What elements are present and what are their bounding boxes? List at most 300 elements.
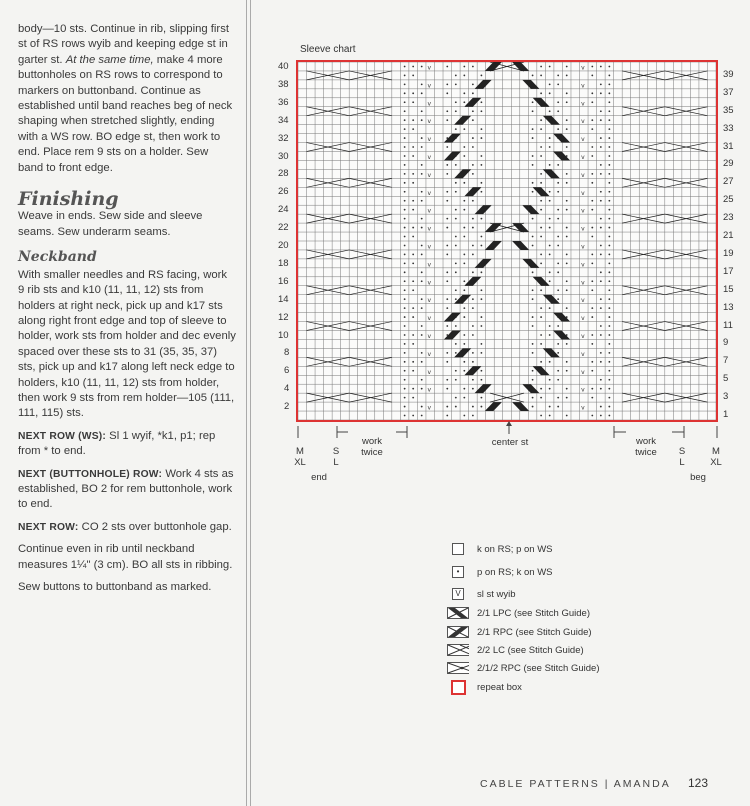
chart-mark [540,415,542,417]
chart-mark [540,146,542,148]
chart-mark: v [427,297,432,305]
row-number-right: 15 [723,283,734,295]
chart-mark [463,101,465,103]
chart-mark [532,128,534,130]
chart-mark [455,209,457,211]
chart-mark [540,254,542,256]
chart-mark [608,316,610,318]
chart-mark [446,254,448,256]
chart-mark [412,66,414,68]
chart-mark [472,137,474,139]
chart-mark [591,388,593,390]
chart-mark [421,406,423,408]
chart-mark [412,254,414,256]
chart-mark [557,397,559,399]
page-footer: CABLE PATTERNS | AMANDA [480,778,671,790]
chart-mark: v [427,386,432,394]
chart-mark [600,200,602,202]
chart-mark [540,388,542,390]
chart-mark [512,62,529,71]
chart-mark [404,397,406,399]
intro-paragraph [18,22,236,176]
chart-mark [566,227,568,229]
chart-mark [404,325,406,327]
chart-mark [557,191,559,193]
chart-mark [512,402,529,411]
legend-rpc212 [447,660,600,676]
chart-mark [566,370,568,372]
chart-mark [608,83,610,85]
chart-mark [532,298,534,300]
chart-mark [472,325,474,327]
row-number-left: 36 [278,96,289,108]
chart-mark [404,379,406,381]
row-number-left: 12 [278,311,289,323]
row-number-right: 33 [723,122,734,134]
chart-mark: v [427,279,432,287]
chart-mark [421,334,423,336]
legend-repeat-text: repeat box [477,681,522,693]
chart-mark [421,245,423,247]
legend-lc-text: 2/2 LC (see Stitch Guide) [477,644,584,656]
chart-mark [412,92,414,94]
row-number-left: 18 [278,257,289,269]
chart-mark [472,164,474,166]
chart-mark [481,75,483,77]
chart-mark [600,83,602,85]
row-number-left: 8 [284,347,290,359]
next-row [18,520,236,535]
chart-mark [608,101,610,103]
chart-mark [485,223,502,232]
chart-mark [446,271,448,273]
chart-mark [463,262,465,264]
chart-mark [532,164,534,166]
chart-mark [412,316,414,318]
chart-mark [557,352,559,354]
chart-mark [404,83,406,85]
chart-mark [549,110,551,112]
chart-mark [608,370,610,372]
row-number-right: 25 [723,194,734,206]
chart-mark [455,245,457,247]
intro-text: body—10 sts. Continue in rib, slipping first st of RS rows wyib and keeping edge st in garter st. [18,23,229,66]
chart-mark: v [427,64,432,72]
chart-mark [455,397,457,399]
chart-mark [412,146,414,148]
chart-mark [540,361,542,363]
chart-mark [608,218,610,220]
chart-mark [540,334,542,336]
buttonhole-label: NEXT (BUTTONHOLE) ROW: [18,468,163,480]
chart-mark: v [581,136,585,144]
chart-mark [566,397,568,399]
chart-mark [566,66,568,68]
row-number-left: 38 [278,78,289,90]
chart-mark [404,101,406,103]
legend-lc [447,642,584,658]
chart-mark [532,137,534,139]
sew-buttons-text: Sew buttons to buttonband as marked. [18,581,212,593]
chart-mark [446,352,448,354]
chart-mark [412,119,414,121]
chart-mark [446,200,448,202]
chart-mark [444,313,461,322]
chart-mark [608,298,610,300]
chart-mark [472,352,474,354]
chart-mark [481,164,483,166]
chart-mark [608,388,610,390]
legend-purl-text: p on RS; k on WS [477,566,553,578]
chart-mark [532,236,534,238]
chart-mark [404,119,406,121]
row-number-left: 26 [278,186,289,198]
chart-mark [566,415,568,417]
chart-mark [412,75,414,77]
chart-mark [446,83,448,85]
chart-mark [404,352,406,354]
chart-mark [591,119,593,121]
repeat-box-icon [447,681,469,694]
center-st-label: center st [491,437,529,448]
chart-mark [463,388,465,390]
chart-mark [540,182,542,184]
chart-mark [404,415,406,417]
chart-mark [532,101,534,103]
chart-mark [557,245,559,247]
chart-mark [455,379,457,381]
chart-mark [557,343,559,345]
chart-mark [600,137,602,139]
chart-mark [608,75,610,77]
chart-mark [481,343,483,345]
row-number-right: 1 [723,409,729,421]
chart-mark [591,262,593,264]
chart-mark [472,271,474,273]
chart-mark [566,388,568,390]
neckband-text: With smaller needles and RS facing, work 9 rib sts and k10 (11, 11, 12) sts from holders at right neck, pick up and k17 sts along right front edge and top of sleeve to holder, work sts from holder and dec evenly spaced over these sts to 31 (35, 35, 37) sts, pick up and k17 along left neck edge to holders, k10 (11, 11, 12) sts from holder, then work 9 sts from rem holder—105 (111, 111, 115) sts. [18,268,236,420]
chart-mark [404,343,406,345]
chart-mark [532,191,534,193]
chart-mark [485,241,502,250]
chart-mark [481,137,483,139]
chart-mark [608,92,610,94]
chart-mark: v [581,332,585,340]
chart-mark [481,182,483,184]
chart-mark [481,101,483,103]
continue-text: Continue even in rib until neckband measures 1¼" (3 cm). BO all sts in ribbing. [18,543,233,571]
chart-mark [446,298,448,300]
chart-mark [532,182,534,184]
slip-symbol-glyph: V [452,588,464,600]
lc-cable-icon [447,644,469,657]
chart-mark: v [581,153,585,161]
chart-mark [446,245,448,247]
row-number-right: 5 [723,373,729,385]
next-row-label: NEXT ROW: [18,521,79,533]
chart-mark [412,101,414,103]
chart-mark [549,406,551,408]
left-work-twice-label: work twice [361,436,383,458]
chart-mark [412,209,414,211]
chart-mark [481,289,483,291]
chart-mark [557,370,559,372]
chart-mark [421,415,423,417]
chart-mark [455,110,457,112]
chart-mark [463,200,465,202]
chart-mark [600,218,602,220]
chart-mark [600,92,602,94]
chart-mark: v [581,315,585,323]
chart-mark [608,361,610,363]
chart-mark [481,128,483,130]
chart-mark [600,325,602,327]
chart-mark [455,406,457,408]
chart-mark [472,119,474,121]
chart-mark [481,191,483,193]
chart-mark [608,334,610,336]
chart-mark [472,361,474,363]
chart-mark [557,128,559,130]
chart-mark [608,209,610,211]
chart-mark [549,200,551,202]
chart-mark [549,379,551,381]
chart-mark: v [427,350,432,358]
chart-mark [412,280,414,282]
chart-mark [446,191,448,193]
chart-mark [549,245,551,247]
chart-mark: v [581,207,585,215]
chart-mark [532,155,534,157]
chart-mark [463,254,465,256]
row-number-left: 16 [278,275,289,287]
chart-mark [404,75,406,77]
chart-mark [549,92,551,94]
row-number-left: 20 [278,240,289,251]
legend-purl [447,564,553,580]
chart-mark: v [427,136,432,144]
chart-mark [591,361,593,363]
chart-mark [591,343,593,345]
chart-mark [566,146,568,148]
right-work-twice-label: work twice [635,436,657,458]
chart-mark [421,379,423,381]
chart-mark: v [581,64,585,72]
chart-mark [404,128,406,130]
chart-mark [600,406,602,408]
chart-mark [566,182,568,184]
chart-mark [540,128,542,130]
chart-mark [446,173,448,175]
row-number-left: 14 [278,293,289,305]
chart-mark [463,66,465,68]
chart-mark [557,209,559,211]
chart-mark [412,262,414,264]
chart-mark [421,388,423,390]
chart-mark [608,262,610,264]
chart-mark [566,75,568,77]
chart-mark [472,92,474,94]
chart-mark [472,173,474,175]
chart-mark [600,227,602,229]
chart-mark: v [581,225,585,233]
chart-mark [463,361,465,363]
chart-mark [421,352,423,354]
row-number-right: 37 [723,86,734,98]
row-number-left: 28 [278,168,289,180]
chart-mark [446,325,448,327]
chart-mark [540,200,542,202]
intro-italic: At the same time, [65,53,154,66]
chart-mark [549,218,551,220]
chart-mark [481,236,483,238]
chart-mark [566,307,568,309]
chart-mark [557,379,559,381]
purl-symbol-glyph: • [452,566,464,578]
chart-title: Sleeve chart [300,44,356,55]
chart-mark [404,361,406,363]
chart-mark [549,83,551,85]
chart-mark [463,280,465,282]
chart-mark [463,227,465,229]
chart-mark [472,66,474,68]
chart-mark [591,173,593,175]
chart-mark [591,307,593,309]
chart-mark [591,101,593,103]
chart-mark [591,200,593,202]
chart-mark [446,146,448,148]
legend-lpc [447,605,590,621]
chart-mark [446,218,448,220]
chart-mark [404,254,406,256]
chart-mark [608,146,610,148]
chart-mark [540,227,542,229]
row-number-left: 6 [284,365,290,377]
chart-mark [481,406,483,408]
chart-mark: v [427,368,432,376]
chart-mark [540,316,542,318]
chart-mark [591,334,593,336]
chart-mark [404,406,406,408]
chart-mark [600,307,602,309]
chart-mark [557,406,559,408]
row-number-right: 31 [723,140,734,152]
chart-mark [481,155,483,157]
chart-mark [481,218,483,220]
chart-mark [608,173,610,175]
chart-mark [421,66,423,68]
chart-mark [404,209,406,211]
chart-mark [412,236,414,238]
chart-mark: v [427,100,432,108]
chart-mark [608,352,610,354]
chart-mark [557,325,559,327]
chart-mark [600,415,602,417]
chart-mark: v [427,225,432,233]
chart-mark: v [427,243,432,251]
legend-repeat [447,679,522,695]
chart-mark [455,164,457,166]
chart-mark [446,415,448,417]
chart-mark: v [581,261,585,269]
chart-mark [549,191,551,193]
chart-mark [600,334,602,336]
chart-mark [463,146,465,148]
chart-mark [533,187,550,196]
chart-mark [600,298,602,300]
chart-mark [549,334,551,336]
chart-mark: v [581,82,585,90]
chart-mark [455,262,457,264]
chart-mark [404,245,406,247]
chart-mark [463,316,465,318]
chart-mark [472,298,474,300]
chart-mark [404,236,406,238]
chart-mark [591,236,593,238]
chart-mark [463,155,465,157]
chart-mark [566,236,568,238]
chart-mark [463,415,465,417]
chart-mark [412,334,414,336]
next-ws-row [18,429,236,460]
chart-mark [421,271,423,273]
chart-mark: v [427,261,432,269]
row-number-right: 23 [723,212,734,224]
row-number-right: 7 [723,355,729,367]
chart-mark [455,289,457,291]
chart-mark [608,227,610,229]
chart-mark [557,289,559,291]
chart-mark [608,191,610,193]
row-number-left: 40 [278,61,289,72]
chart-mark: v [427,404,432,412]
next-ws-label: NEXT ROW (WS): [18,430,107,442]
chart-mark [608,343,610,345]
chart-mark [472,334,474,336]
chart-mark [600,245,602,247]
row-number-right: 19 [723,247,734,259]
row-number-right: 29 [723,158,734,170]
chart-mark: v [427,171,432,179]
chart-mark [412,415,414,417]
chart-mark [532,343,534,345]
legend-lpc-text: 2/1 LPC (see Stitch Guide) [477,607,590,619]
chart-mark [608,280,610,282]
chart-mark [608,307,610,309]
chart-mark [540,173,542,175]
chart-mark [591,280,593,282]
chart-mark [549,388,551,390]
chart-mark [549,227,551,229]
chart-mark [412,182,414,184]
chart-mark [421,298,423,300]
chart-mark [485,402,502,411]
chart-mark [446,92,448,94]
page-number: 123 [688,776,709,790]
chart-mark [549,254,551,256]
row-number-right: 39 [723,68,734,80]
chart-mark [404,370,406,372]
row-number-right: 17 [723,265,734,277]
chart-mark [608,164,610,166]
row-number-right: 11 [723,319,733,331]
chart-mark [463,307,465,309]
rpc-212-cable-icon [447,662,469,675]
chart-mark [404,227,406,229]
lpc-cable-icon [447,607,469,620]
chart-mark [412,370,414,372]
chart-mark [532,75,534,77]
